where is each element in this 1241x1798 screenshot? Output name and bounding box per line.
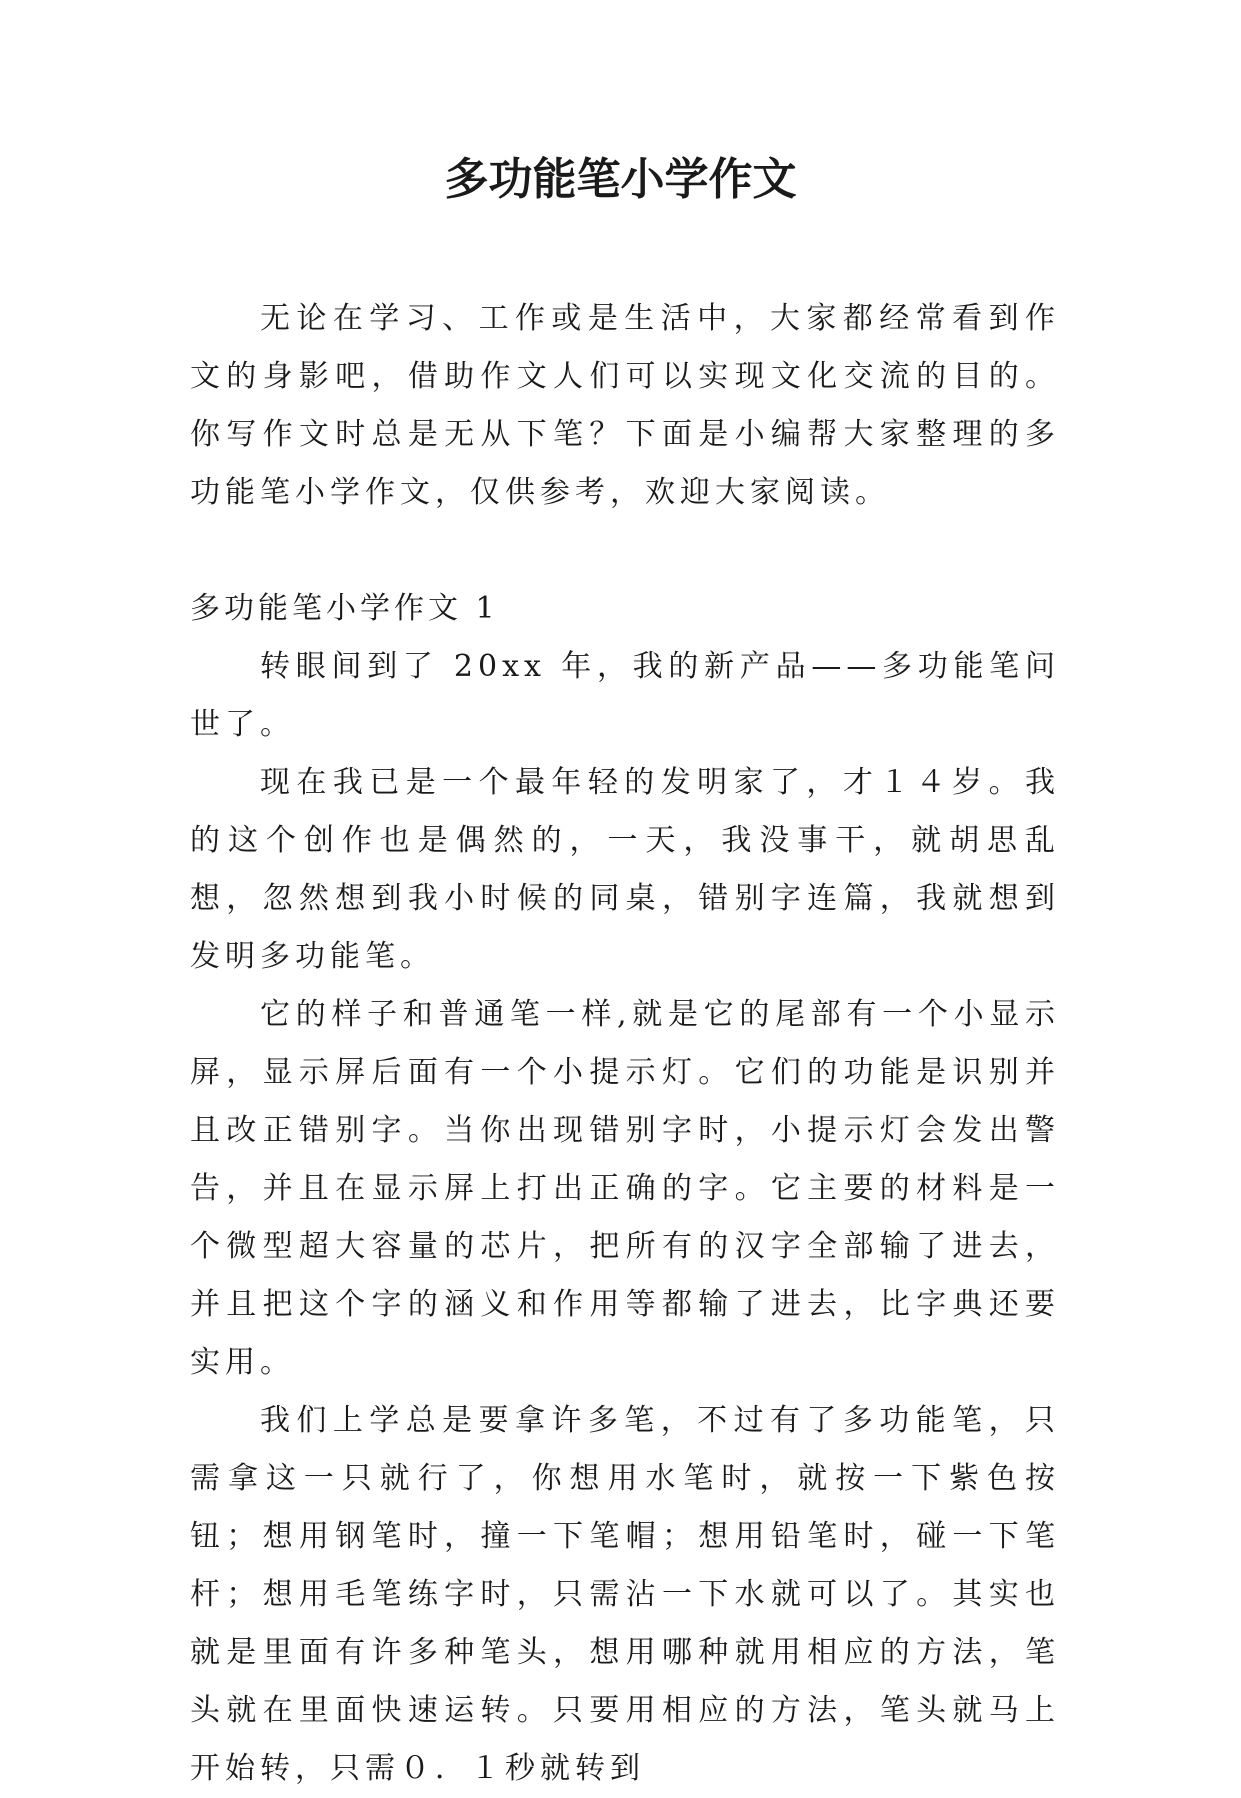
intro-paragraph: 无论在学习、工作或是生活中，大家都经常看到作文的身影吧，借助作文人们可以实现文化交流的目的。你写作文时总是无从下笔？下面是小编帮大家整理的多功能笔小学作文，仅供参考，欢迎大家阅读。 [190, 301, 1060, 510]
document-body [190, 290, 1060, 1798]
body-paragraph: 我们上学总是要拿许多笔，不过有了多功能笔，只需拿这一只就行了，你想用水笔时，就按一下紫色按钮；想用钢笔时，撞一下笔帽；想用铅笔时，碰一下笔杆；想用毛笔练字时，只需沾一下水就可以了。其实也就是里面有许多种笔头，想用哪种就用相应的方法，笔头就在里面快速运转。只要用相应的方法，笔头就马上开始转，只需０．１秒就转到 [190, 1403, 1060, 1786]
document-title: 多功能笔小学作文 [444, 154, 797, 205]
section-heading: 多功能笔小学作文 1 [190, 591, 499, 626]
body-paragraph: 转眼间到了 20xx 年，我的新产品——多功能笔问世了。 [190, 649, 1060, 742]
body-paragraph: 现在我已是一个最年轻的发明家了，才１４岁。我的这个创作也是偶然的，一天，我没事干，就胡思乱想，忽然想到我小时候的同桌，错别字连篇，我就想到发明多功能笔。 [190, 765, 1060, 974]
body-paragraph: 它的样子和普通笔一样,就是它的尾部有一个小显示屏，显示屏后面有一个小提示灯。它们的功能是识别并且改正错别字。当你出现错别字时，小提示灯会发出警告，并且在显示屏上打出正确的字。它主要的材料是一个微型超大容量的芯片，把所有的汉字全部输了进去，并且把这个字的涵义和作用等都输了进去，比字典还要实用。 [190, 997, 1060, 1380]
